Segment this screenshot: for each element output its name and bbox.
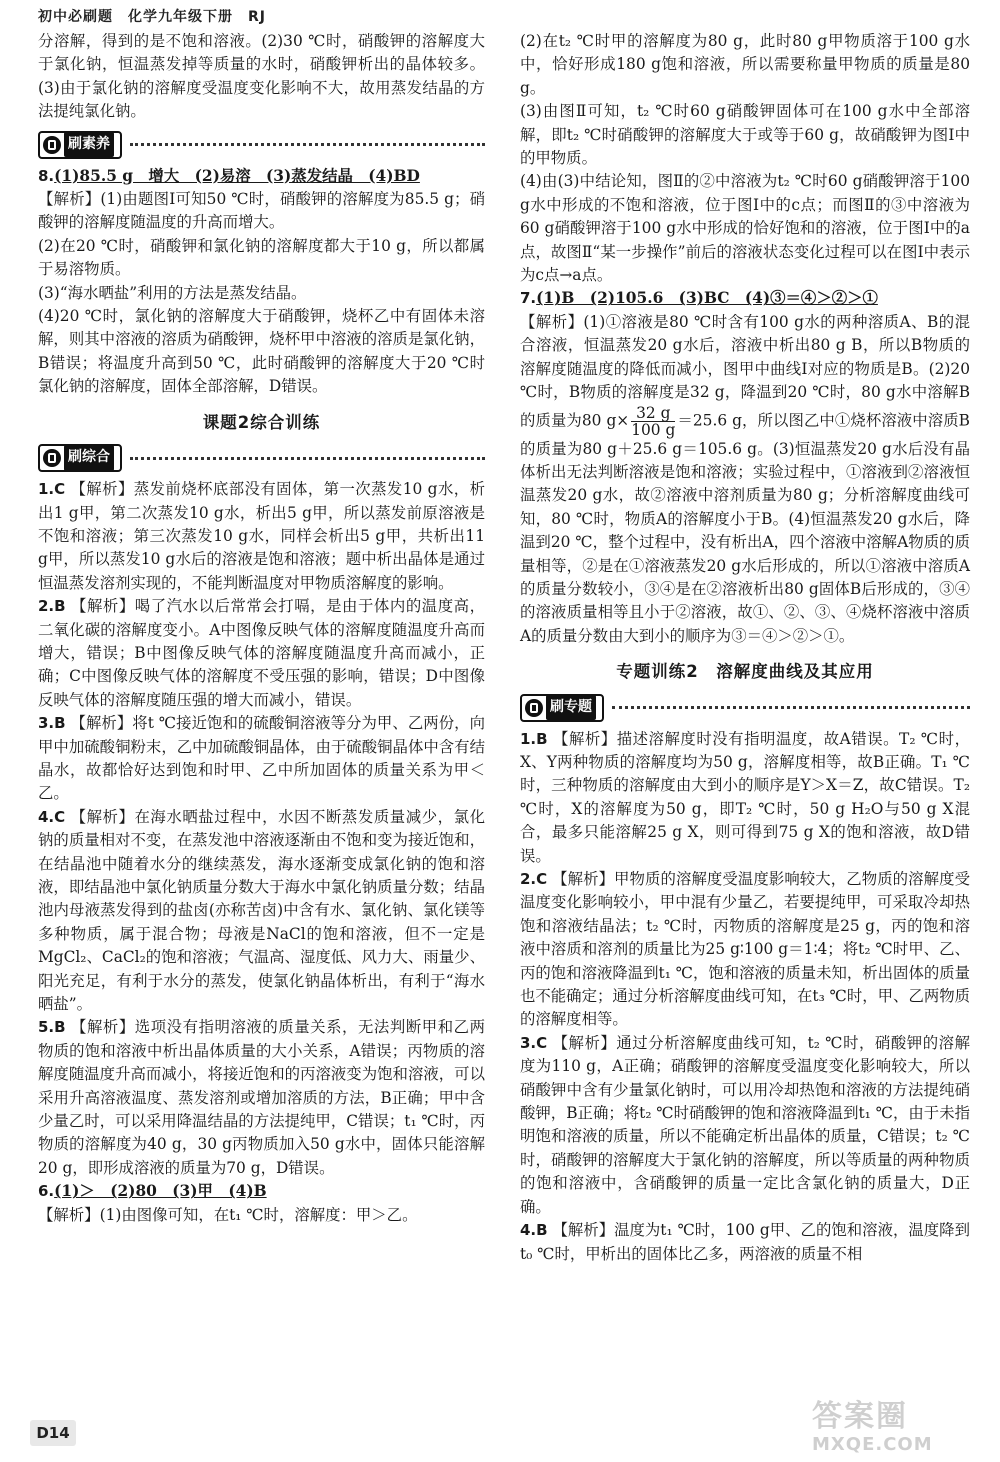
explanation: 【解析】(1)由题图Ⅰ可知50 ℃时，硝酸钾的溶解度为85.5 g；硝酸钾的溶解度随温度的升高而增大。 bbox=[38, 190, 485, 232]
dotted-divider bbox=[612, 706, 970, 709]
explanation: 【解析】(1)由图像可知，在t₁ ℃时，溶解度：甲＞乙。 bbox=[38, 1205, 418, 1224]
book-icon bbox=[525, 699, 543, 717]
book-icon bbox=[43, 449, 61, 467]
badge-label: 刷综合 bbox=[64, 445, 114, 470]
question-number: 4.B bbox=[520, 1221, 548, 1240]
answer-line: (1)85.5 g 增大 (2)易溶 (3)蒸发结晶 (4)BD bbox=[54, 166, 420, 185]
dotted-divider bbox=[130, 457, 485, 460]
question-number: 5.B bbox=[38, 1018, 66, 1037]
explanation: 【解析】选项没有指明溶液的质量关系，无法判断甲和乙两物质的饱和溶液中析出晶体质量的大小关系，A错误；丙物质的溶解度随温度升高而减小，将接近饱和的丙溶液变为饱和溶液，可以采用升高溶液温度、蒸发溶剂或增加溶质的方法，B正确；甲中含少量乙时，可以采用降温结晶的方法提纯甲，C错误；t₁ ℃时，丙物质的溶解度为40 g，30 g丙物质加入50 g水中，固体只能溶解20 g，即形成溶液的质量为70 g，D错误。 bbox=[38, 1018, 485, 1177]
explanation: (3)由图Ⅱ可知，t₂ ℃时60 g硝酸钾固体可在100 g水中全部溶解，即t₂ ℃时硝酸钾的溶解度大于或等于60 g，故硝酸钾为图Ⅰ中的甲物质。 bbox=[520, 102, 970, 168]
right-column bbox=[520, 30, 970, 1266]
section-title: 课题2综合训练 bbox=[202, 412, 321, 432]
answer-line: (1)B (2)105.6 (3)BC (4)③＝④＞②＞① bbox=[536, 289, 878, 308]
fraction-denominator: 100 g bbox=[631, 420, 676, 439]
question-number: 2.B bbox=[38, 597, 66, 616]
watermark-url: MXQE.COM bbox=[812, 1434, 933, 1455]
question-number: 7. bbox=[520, 289, 537, 308]
question-7 bbox=[520, 287, 970, 310]
watermark-logo bbox=[812, 1400, 992, 1460]
explanation: (4)20 ℃时，氯化钠的溶解度大于硝酸钾，烧杯乙中有固体未溶解，则其中溶液的溶质为硝酸钾，烧杯甲中溶液的溶质是氯化钠，B错误；将温度升高到50 ℃，此时硝酸钾的溶解度大于20 ℃时氯化钠的溶解度，固体全部溶解，D错误。 bbox=[38, 307, 485, 396]
answer-line: (1)＞ (2)80 (3)甲 (4)B bbox=[54, 1182, 267, 1201]
explanation: 【解析】喝了汽水以后常常会打嗝，是由于体内的温度高，二氧化碳的溶解度变小。A中图像反映气体的溶解度随温度升高而增大，错误；B中图像反映气体的溶解度随温度升高而减小，正确；C中图像反映气体的溶解度不受压强的影响，错误；D中图像反映气体的溶解度随压强的增大而减小，错误。 bbox=[38, 597, 485, 709]
question-number: 4.C bbox=[38, 807, 66, 826]
book-icon bbox=[43, 136, 61, 154]
banner-shuasuyang bbox=[38, 131, 485, 159]
left-column bbox=[38, 30, 485, 1227]
dotted-divider bbox=[130, 143, 485, 146]
question-number: 3.B bbox=[38, 714, 66, 733]
question-number: 1.B bbox=[520, 729, 548, 748]
explanation: (2)在20 ℃时，硝酸钾和氯化钠的溶解度都大于10 g，所以都属于易溶物质。 bbox=[38, 236, 485, 279]
question-1 bbox=[38, 478, 485, 595]
fraction bbox=[631, 405, 675, 438]
watermark-text: 答案圈 bbox=[812, 1399, 908, 1434]
section-badge bbox=[38, 131, 122, 159]
question-number: 3.C bbox=[520, 1033, 548, 1052]
question-4 bbox=[38, 806, 485, 1017]
explanation-part: 【解析】(1)①溶液是80 ℃时含有100 g水的两种溶质A、B的混合溶液，恒温蒸发20 g水后，溶液中析出80 g B，所以B物质的溶解度随温度的降低而减小，图甲中曲线Ⅰ对应的物质是B。(2)20 ℃时，B物质的溶解度是32 g，降温到20 ℃时，80 g水中溶解B的质量为80 g× bbox=[520, 312, 970, 429]
question-3 bbox=[520, 1032, 970, 1219]
question-6 bbox=[38, 1180, 485, 1203]
question-2 bbox=[38, 595, 485, 712]
badge-label: 刷素养 bbox=[64, 132, 114, 157]
question-number: 6. bbox=[38, 1182, 55, 1201]
question-3 bbox=[38, 712, 485, 806]
explanation: 【解析】蒸发前烧杯底部没有固体，第一次蒸发10 g水，析出1 g甲，第二次蒸发10 g水，析出5 g甲，所以蒸发前原溶液是不饱和溶液；第三次蒸发10 g水，同样会析出5 g甲，共析出11 g甲，所以蒸发10 g水后的溶液是饱和溶液；题中析出晶体是通过恒温蒸发溶剂实现的，不能判断温度对甲物质溶解度的影响。 bbox=[38, 480, 485, 592]
explanation: 【解析】甲物质的溶解度受温度影响较大，乙物质的溶解度受温度变化影响较小，甲中混有少量乙，若要提纯甲，可采取冷却热饱和溶液结晶法；t₂ ℃时，丙物质的溶解度是25 g，丙的饱和溶液中溶质和溶剂的质量比为25 g∶100 g＝1∶4；将t₂ ℃时甲、乙、丙的饱和溶液降温到t₁ ℃，饱和溶液的质量未知，析出固体的质量也不能确定；通过分析溶解度曲线可知，在t₃ ℃时，甲、乙两物质的溶解度相等。 bbox=[520, 870, 971, 1029]
explanation: 【解析】在海水晒盐过程中，水因不断蒸发质量减少，氯化钠的质量相对不变，在蒸发池中溶液逐渐由不饱和变为接近饱和，在结晶池中随着水分的继续蒸发，海水逐渐变成氯化钠的饱和溶液，即结晶池中氯化钠质量分数大于海水中氯化钠质量分数；结晶池内母液蒸发得到的盐卤(亦称苦卤)中含有水、氯化钠、氯化镁等多种物质，属于混合物；母液是NaCl的饱和溶液，但不一定是MgCl₂、CaCl₂的饱和溶液；气温高、湿度低、风力大、雨量少、阳光充足，有利于水分的蒸发，使氯化钠晶体析出，有利于“海水晒盐”。 bbox=[38, 807, 485, 1014]
question-4 bbox=[520, 1219, 970, 1266]
page-header: 初中必刷题 化学九年级下册 RJ bbox=[38, 9, 266, 25]
section-title: 专题训练2 溶解度曲线及其应用 bbox=[616, 662, 874, 682]
fraction-numerator: 32 g bbox=[631, 405, 675, 422]
explanation: 【解析】通过分析溶解度曲线可知，t₂ ℃时，硝酸钾的溶解度为110 g，A正确；硝酸钾的溶解度受温度变化影响较大，所以硝酸钾中含有少量氯化钠时，可以用冷却热饱和溶液的方法提纯硝酸钾，B正确；将t₂ ℃时硝酸钾的饱和溶液降温到t₁ ℃，由于未指明饱和溶液的质量，所以不能确定析出晶体的质量，C错误；t₂ ℃时，硝酸钾的溶解度大于氯化钠的溶解度，所以等质量的两种物质的饱和溶液中，含硝酸钾的质量一定比含氯化钠的质量大，D正确。 bbox=[520, 1033, 970, 1216]
section-badge bbox=[520, 694, 604, 722]
page-number: D14 bbox=[30, 1420, 76, 1446]
question-number: 1.C bbox=[38, 480, 66, 499]
explanation bbox=[520, 311, 970, 648]
banner-shuazhuanti bbox=[520, 694, 970, 722]
explanation: (3)“海水晒盐”利用的方法是蒸发结晶。 bbox=[38, 283, 307, 302]
question-2 bbox=[520, 868, 970, 1032]
question-8 bbox=[38, 165, 485, 188]
section-badge bbox=[38, 444, 122, 472]
intro-paragraph: 分溶解，得到的是不饱和溶液。(2)30 ℃时，硝酸钾的溶解度大于氯化钠，恒温蒸发掉等质量的水时，硝酸钾析出的晶体较多。(3)由于氯化钠的溶解度受温度变化影响不大，故用蒸发结晶的方法提纯氯化钠。 bbox=[38, 32, 485, 121]
explanation: 【解析】温度为t₁ ℃时，100 g甲、乙的饱和溶液，温度降到t₀ ℃时，甲析出的固体比乙多，两溶液的质量不相 bbox=[520, 1221, 970, 1263]
question-number: 2.C bbox=[520, 870, 548, 888]
question-number: 8. bbox=[38, 166, 55, 185]
question-5 bbox=[38, 1016, 485, 1180]
explanation-part: ＝25.6 g，所以图乙中①烧杯溶液中溶质B的质量为80 g＋25.6 g＝105.6 g。(3)恒温蒸发20 g水后没有晶体析出无法判断溶液是饱和溶液；实验过程中，①溶液到②溶液恒温蒸发20 g水，故②溶液中溶剂质量为80 g；分析溶解度曲线可知，80 ℃时，物质A的溶解度小于B。(4)恒温蒸发20 g水后，降温到20 ℃，整个过程中，没有析出A，四个溶液中溶解A物质的质量相等，②是在①溶液蒸发20 g水后形成的，所以①溶液中溶质A的质量分数较小，③④是在②溶液析出80 g固体B后形成的，③④的溶液质量相等且小于②溶液，故①、②、③、④烧杯溶液中溶质A的质量分数由大到小的顺序为③＝④＞②＞①。 bbox=[520, 411, 970, 645]
explanation: (2)在t₂ ℃时甲的溶解度为80 g，此时80 g甲物质溶于100 g水中，恰好形成180 g饱和溶液，所以需要称量甲物质的质量是80 g。 bbox=[520, 32, 970, 97]
explanation: (4)由(3)中结论知，图Ⅱ的②中溶液为t₂ ℃时60 g硝酸钾溶于100 g水中形成的不饱和溶液，位于图Ⅰ中的c点；而图Ⅱ的③中溶液为60 g硝酸钾溶于100 g水中形成的恰好饱和的溶液，位于图Ⅰ中的a点，故图Ⅱ“某一步操作”前后的溶液状态变化过程可以在图Ⅰ中表示为c点→a点。 bbox=[520, 172, 970, 285]
explanation: 【解析】将t ℃接近饱和的硫酸铜溶液等分为甲、乙两份，向甲中加硫酸铜粉末，乙中加硫酸铜晶体，由于硫酸铜晶体中含有结晶水，故都恰好达到饱和时甲、乙中所加固体的质量关系为甲＜乙。 bbox=[38, 714, 485, 803]
banner-shuazonghe bbox=[38, 444, 485, 472]
question-1 bbox=[520, 728, 970, 868]
explanation: 【解析】描述溶解度时没有指明温度，故A错误。T₂ ℃时，X、Y两种物质的溶解度均为50 g，溶解度相等，故B正确。T₁ ℃时，三种物质的溶解度由大到小的顺序是Y＞X＝Z，故C错误。T₂ ℃时，X的溶解度为50 g，即T₂ ℃时，50 g H₂O与50 g X混合，最多只能溶解25 g X，则可得到75 g X的饱和溶液，故D错误。 bbox=[520, 729, 970, 865]
badge-label: 刷专题 bbox=[546, 695, 596, 720]
